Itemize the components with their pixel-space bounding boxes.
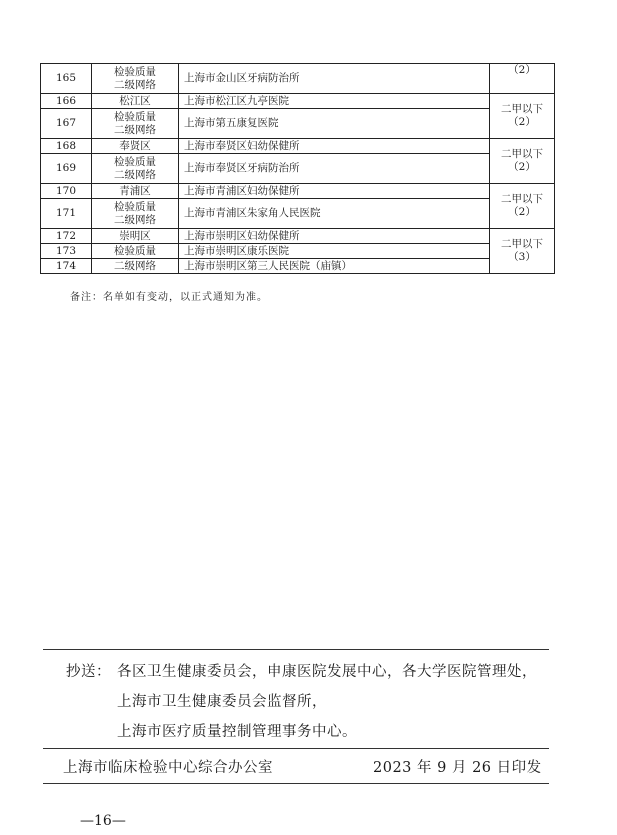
cc-top-divider bbox=[43, 649, 549, 650]
row-number: 171 bbox=[41, 199, 92, 229]
grade-line: （2） bbox=[508, 161, 536, 173]
hospital-name: 上海市崇明区妇幼保健所 bbox=[179, 229, 490, 244]
grade-line: （3） bbox=[508, 251, 536, 263]
grade-line: 二甲以下 bbox=[501, 238, 543, 250]
grade-cell bbox=[490, 229, 555, 274]
hospital-name: 上海市奉贤区牙病防治所 bbox=[179, 154, 490, 184]
row-number: 165 bbox=[41, 64, 92, 94]
hospital-name: 上海市崇明区第三人民医院（庙镇） bbox=[179, 259, 490, 274]
cc-label: 抄送： bbox=[66, 664, 111, 680]
cc-recipient-line: 上海市卫生健康委员会监督所， bbox=[117, 694, 327, 710]
district-line: 二级网络 bbox=[114, 213, 156, 226]
issuer-name: 上海市临床检验中心综合办公室 bbox=[63, 760, 273, 776]
hospital-name: 上海市第五康复医院 bbox=[179, 109, 490, 139]
district-line: 二级网络 bbox=[114, 168, 156, 181]
grade-line: （2） bbox=[508, 64, 536, 76]
table-row bbox=[41, 184, 555, 199]
district-cell: 崇明区 bbox=[92, 229, 179, 244]
row-number: 169 bbox=[41, 154, 92, 184]
district-line: 检验质量 bbox=[114, 65, 156, 78]
hospital-name: 上海市青浦区朱家角人民医院 bbox=[179, 199, 490, 229]
district-cell: 检验质量 bbox=[92, 244, 179, 259]
district-line: 二级网络 bbox=[114, 78, 156, 91]
district-cell: 青浦区 bbox=[92, 184, 179, 199]
row-number: 167 bbox=[41, 109, 92, 139]
district-cell: 奉贤区 bbox=[92, 139, 179, 154]
hospital-name: 上海市奉贤区妇幼保健所 bbox=[179, 139, 490, 154]
district-line: 检验质量 bbox=[114, 110, 156, 123]
table-row bbox=[41, 109, 555, 139]
table-row bbox=[41, 94, 555, 109]
row-number: 170 bbox=[41, 184, 92, 199]
issuer-bottom-divider bbox=[43, 783, 549, 784]
district-cell bbox=[92, 199, 179, 229]
district-cell: 二级网络 bbox=[92, 259, 179, 274]
district-line: 检验质量 bbox=[114, 200, 156, 213]
district-cell bbox=[92, 109, 179, 139]
issue-date: 2023 年 9 月 26 日印发 bbox=[373, 760, 542, 776]
table-row bbox=[41, 229, 555, 244]
table-note: 备注：名单如有变动，以正式通知为准。 bbox=[70, 292, 268, 303]
grade-line: （2） bbox=[508, 116, 536, 128]
table-row bbox=[41, 154, 555, 184]
hospital-list-table bbox=[40, 63, 555, 274]
hospital-name: 上海市松江区九亭医院 bbox=[179, 94, 490, 109]
table-row bbox=[41, 64, 555, 94]
table-row bbox=[41, 199, 555, 229]
grade-cell bbox=[490, 64, 555, 94]
hospital-name: 上海市金山区牙病防治所 bbox=[179, 64, 490, 94]
grade-cell bbox=[490, 184, 555, 229]
grade-line: （2） bbox=[508, 206, 536, 218]
district-line: 检验质量 bbox=[114, 155, 156, 168]
table-row bbox=[41, 244, 555, 259]
grade-line: 二甲以下 bbox=[501, 103, 543, 115]
row-number: 172 bbox=[41, 229, 92, 244]
district-line: 二级网络 bbox=[114, 123, 156, 136]
grade-cell bbox=[490, 139, 555, 184]
table-row bbox=[41, 139, 555, 154]
page-number: —16— bbox=[80, 813, 126, 829]
row-number: 173 bbox=[41, 244, 92, 259]
grade-cell bbox=[490, 94, 555, 139]
district-cell bbox=[92, 64, 179, 94]
district-cell bbox=[92, 154, 179, 184]
row-number: 166 bbox=[41, 94, 92, 109]
hospital-name: 上海市崇明区康乐医院 bbox=[179, 244, 490, 259]
grade-line: 二甲以下 bbox=[501, 148, 543, 160]
cc-recipient-line: 各区卫生健康委员会，申康医院发展中心，各大学医院管理处， bbox=[117, 664, 537, 680]
row-number: 168 bbox=[41, 139, 92, 154]
district-cell: 松江区 bbox=[92, 94, 179, 109]
row-number: 174 bbox=[41, 259, 92, 274]
table-row bbox=[41, 259, 555, 274]
cc-recipient-line: 上海市医疗质量控制管理事务中心。 bbox=[117, 724, 357, 740]
issuer-top-divider bbox=[43, 748, 549, 749]
hospital-name: 上海市青浦区妇幼保健所 bbox=[179, 184, 490, 199]
grade-line: 二甲以下 bbox=[501, 193, 543, 205]
